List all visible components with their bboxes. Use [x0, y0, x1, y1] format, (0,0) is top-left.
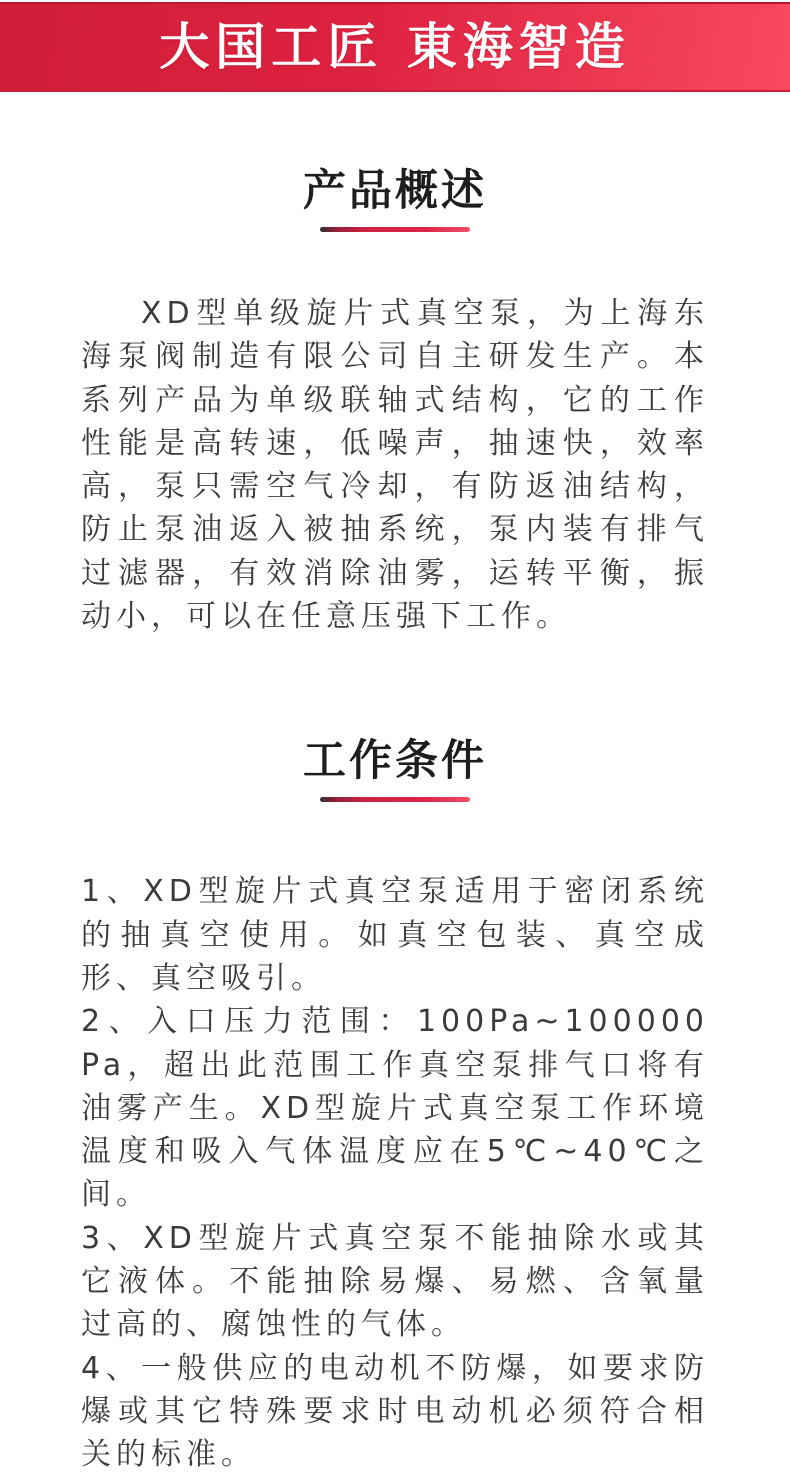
condition-item-1: 1、XD型旋片式真空泵适用于密闭系统的抽真空使用。如真空包装、真空成形、真空吸引。 [81, 874, 709, 996]
title-underline-decoration [320, 797, 470, 802]
section-title-product-overview: 产品概述 [303, 166, 487, 216]
brand-banner-title: 大国工匠 東海智造 [159, 18, 631, 76]
working-conditions-list [81, 870, 709, 1474]
condition-item-4: 4、一般供应的电动机不防爆，如要求防爆或其它特殊要求时电动机必须符合相关的标准。 [81, 1350, 709, 1473]
condition-item-2: 2、入口压力范围：100Pa~100000 Pa，超出此范围工作真空泵排气口将有油雾产生。XD型旋片式真空泵工作环境温度和吸入气体温度应在5℃~40℃之间。 [81, 1004, 709, 1213]
overview-paragraph: XD型单级旋片式真空泵，为上海东海泵阀制造有限公司自主研发生产。本系列产品为单级联轴式结构，它的工作性能是高转速，低噪声，抽速快，效率高，泵只需空气冷却，有防返油结构，防止泵油返入被抽系统，泵内装有排气过滤器，有效消除油雾，运转平衡，振动小，可以在任意压强下工作。 [81, 296, 709, 635]
brand-banner [0, 2, 790, 92]
condition-item-3: 3、XD型旋片式真空泵不能抽除水或其它液体。不能抽除易爆、易燃、含氧量过高的、腐蚀性的气体。 [81, 1220, 709, 1343]
product-overview-text [81, 292, 709, 638]
section-title-working-conditions: 工作条件 [303, 736, 487, 787]
title-underline-decoration [320, 227, 470, 232]
